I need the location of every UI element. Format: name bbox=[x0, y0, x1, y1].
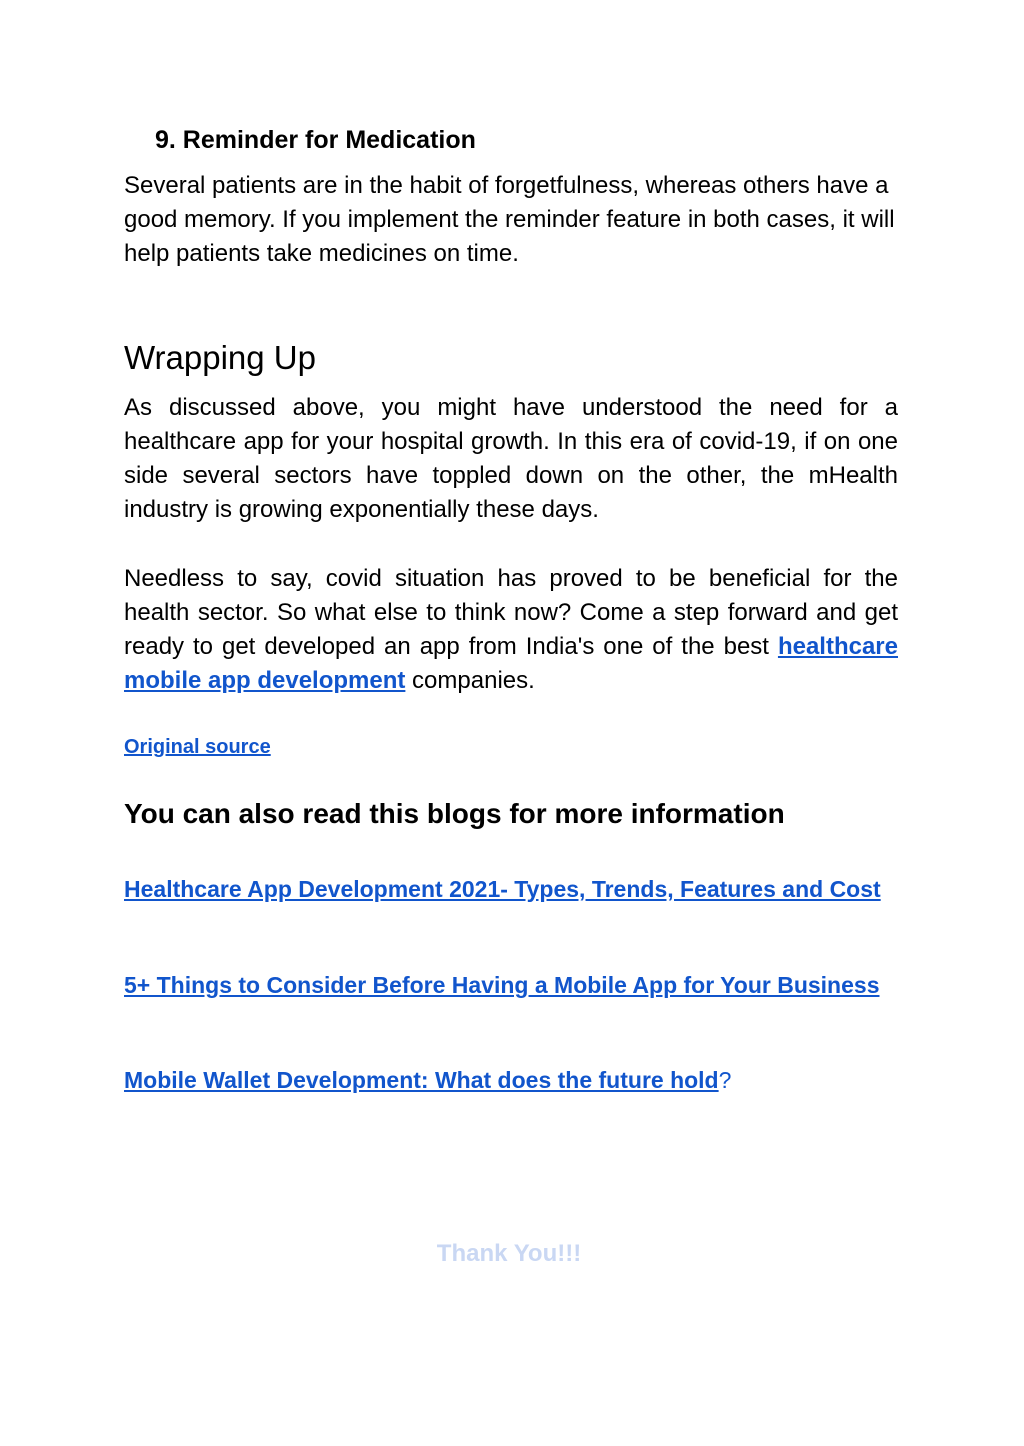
blog-link-things-to-consider[interactable]: 5+ Things to Consider Before Having a Mobile App for Your Business bbox=[124, 972, 880, 998]
healthcare-app-development-link[interactable]: healthcare mobile app development bbox=[124, 633, 898, 694]
paragraph-wrapping-up-1: As discussed above, you might have understood the need for a healthcare app for your hospital growth. In this era of covid-19, if on one side several sectors have toppled down on the other, the mHealth industry is growing exponentially these days. bbox=[124, 394, 898, 523]
original-source-link[interactable]: Original source bbox=[124, 736, 271, 758]
blog-link-item bbox=[124, 1064, 898, 1096]
original-source-row bbox=[124, 734, 898, 760]
blog-link-suffix: ? bbox=[718, 1067, 732, 1093]
blog-link-item bbox=[124, 969, 898, 1001]
blog-link-mobile-wallet[interactable]: Mobile Wallet Development: What does the future hold bbox=[124, 1067, 719, 1093]
section-heading-reminder: 9. Reminder for Medication bbox=[155, 126, 476, 154]
blog-link-item bbox=[124, 873, 898, 905]
thank-you-text: Thank You!!! bbox=[436, 1240, 582, 1267]
heading-also-read: You can also read this blogs for more information bbox=[124, 798, 785, 829]
heading-wrapping-up: Wrapping Up bbox=[124, 339, 316, 376]
blog-link-healthcare-app-development[interactable]: Healthcare App Development 2021- Types, Trends, Features and Cost bbox=[124, 876, 881, 902]
paragraph-wrapping-up-2 bbox=[124, 562, 898, 698]
paragraph-text: Needless to say, covid situation has proved to be beneficial for the health sector. So what else to think now? Come a step forward and get ready to get developed an app from India's one of the best bbox=[124, 565, 898, 660]
paragraph-tail: companies. bbox=[405, 667, 535, 694]
section-body-reminder: Several patients are in the habit of forgetfulness, whereas others have a good memory. If you implement the reminder feature in both cases, it will help patients take medicines on time. bbox=[124, 172, 895, 267]
